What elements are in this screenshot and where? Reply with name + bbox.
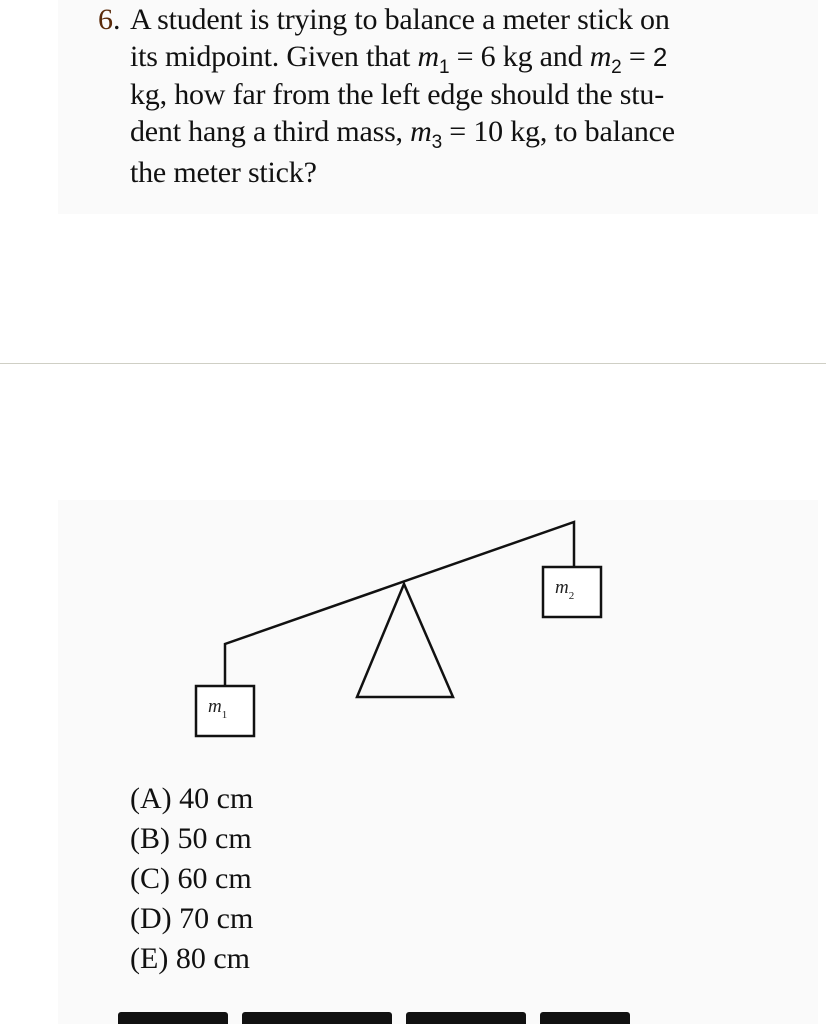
choice-d: (D) 70 cm [130,902,254,935]
meter-stick [225,522,574,686]
choice-c: (C) 60 cm [130,862,252,895]
choice-b: (B) 50 cm [130,822,252,855]
question-number: 6. [98,3,121,36]
question-line-5: the meter stick? [130,156,317,189]
mass-2-label: $m_2$ [555,577,575,602]
choice-e: (E) 80 cm [130,942,250,975]
fulcrum-triangle [357,584,453,697]
question-line-4: dent hang a third mass, $m_3 = 10$ kg, to balance [130,115,675,153]
choice-a: (A) 40 cm [130,782,254,815]
clipped-next-line [118,1012,718,1024]
question-line-3: kg, how far from the left edge should the stu- [130,78,664,111]
mass-1-label: $m_1$ [208,696,228,721]
question-line-1: A student is trying to balance a meter stick on [130,3,670,36]
question-line-2: its midpoint. Given that $m_1 = 6$ kg and $m_2 = 2$ [130,40,668,78]
